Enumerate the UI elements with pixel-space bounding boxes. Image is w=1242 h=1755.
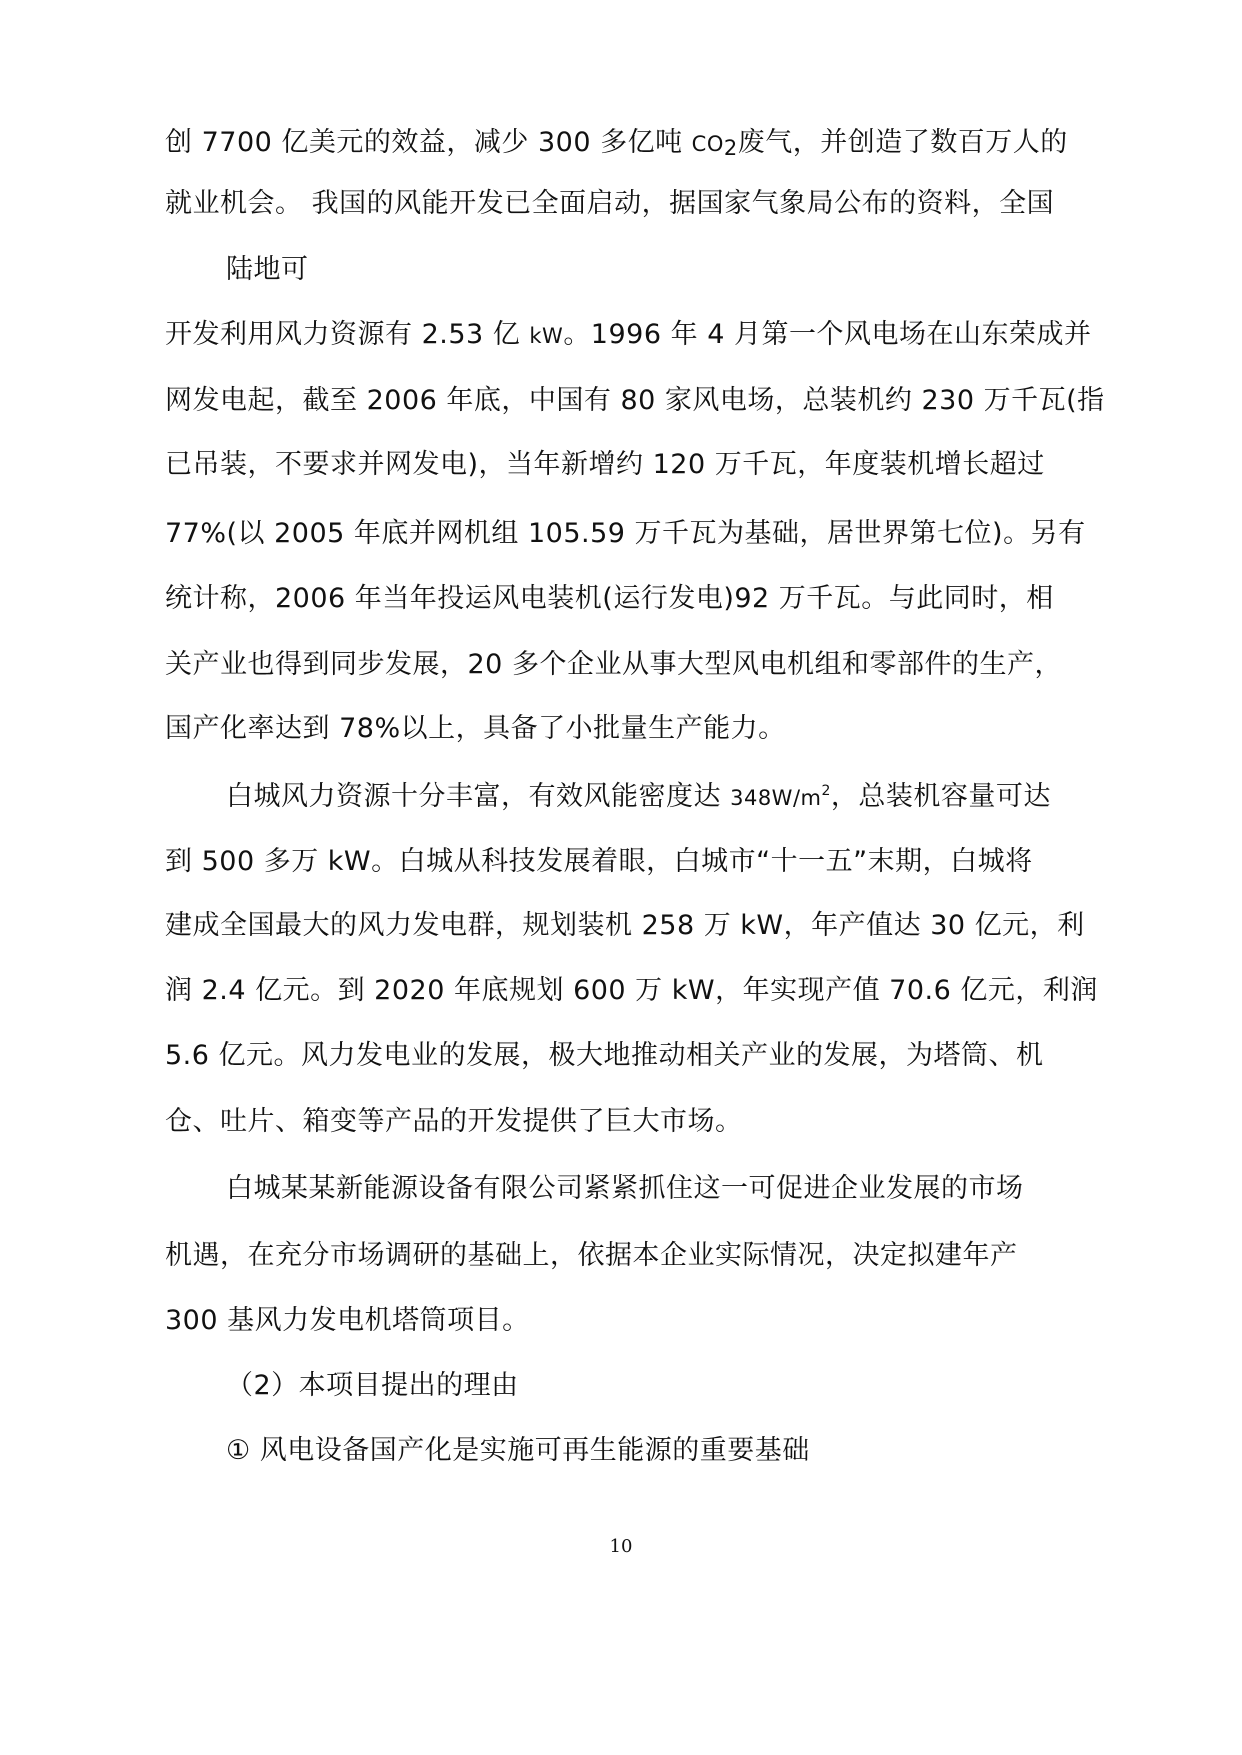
subsection-heading: ① 风电设备国产化是实施可再生能源的重要基础: [226, 1435, 810, 1466]
text-line: 关产业也得到同步发展，20 多个企业从事大型风电机组和零部件的生产，: [165, 649, 1062, 680]
text-line: [165, 126, 1068, 161]
section-heading: （2）本项目提出的理由: [226, 1370, 519, 1401]
text-line: 就业机会。 我国的风能开发已全面启动，据国家气象局公布的资料，全国: [165, 188, 1055, 219]
unit: 348W/m: [730, 786, 822, 810]
text-line: 300 基风力发电机塔筒项目。: [165, 1305, 530, 1336]
text-line: 建成全国最大的风力发电群，规划装机 258 万 kW，年产值达 30 亿元，利: [165, 910, 1085, 941]
text-fragment: 创 7700 亿美元的效益，减少 300 多亿吨: [165, 127, 692, 158]
text-line: 国产化率达到 78%以上，具备了小批量生产能力。: [165, 713, 786, 744]
text-line: 机遇，在充分市场调研的基础上，依据本企业实际情况，决定拟建年产: [165, 1240, 1018, 1271]
chemical-formula: CO: [691, 132, 724, 156]
text-fragment: 开发利用风力资源有 2.53 亿: [165, 319, 530, 350]
subscript: 2: [723, 136, 738, 160]
text-line: 润 2.4 亿元。到 2020 年底规划 600 万 kW，年实现产值 70.6 亿元，利润: [165, 975, 1098, 1006]
text-fragment: 废气，并创造了数百万人的: [737, 127, 1068, 158]
superscript: 2: [821, 783, 831, 799]
text-line: 白城某某新能源设备有限公司紧紧抓住这一可促进企业发展的市场: [226, 1173, 1024, 1204]
unit: kW: [529, 324, 564, 348]
text-line: 5.6 亿元。风力发电业的发展，极大地推动相关产业的发展，为塔筒、机: [165, 1040, 1044, 1071]
text-line: 统计称，2006 年当年投运风电装机(运行发电)92 万千瓦。与此同时，相: [165, 583, 1054, 614]
text-line: 陆地可: [226, 254, 309, 285]
text-line: 仓、吐片、箱变等产品的开发提供了巨大市场。: [165, 1106, 743, 1137]
text-line: 网发电起，截至 2006 年底，中国有 80 家风电场，总装机约 230 万千瓦(指: [165, 385, 1105, 416]
text-line: [226, 780, 1051, 815]
text-line: 到 500 多万 kW。白城从科技发展着眼，白城市“十一五”末期，白城将: [165, 846, 1033, 877]
text-line: [165, 318, 1091, 353]
text-fragment: 。1996 年 4 月第一个风电场在山东荣成并: [563, 319, 1092, 350]
text-line: 已吊装，不要求并网发电)，当年新增约 120 万千瓦，年度装机增长超过: [165, 449, 1045, 480]
page-number: 10: [609, 1536, 633, 1557]
text-fragment: ，总装机容量可达: [830, 781, 1051, 812]
text-fragment: 白城风力资源十分丰富，有效风能密度达: [226, 781, 731, 812]
text-line: 77%(以 2005 年底并网机组 105.59 万千瓦为基础，居世界第七位)。另有: [165, 518, 1086, 549]
